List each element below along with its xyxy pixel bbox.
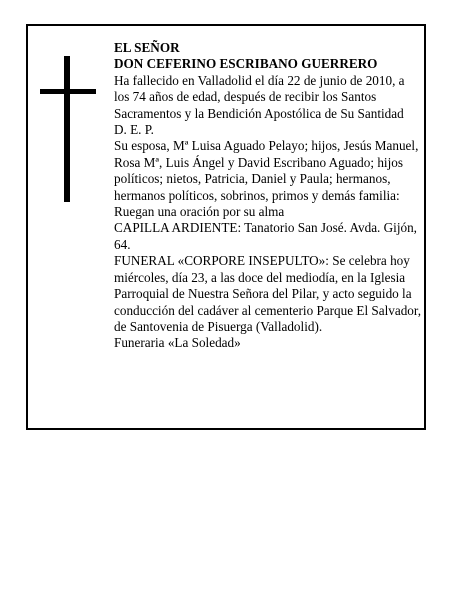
- chapel-info: CAPILLA ARDIENTE: Tanatorio San José. Avda. Gijón, 64.: [114, 220, 417, 252]
- cross-horizontal-bar: [40, 89, 96, 94]
- cross-vertical-bar: [64, 56, 70, 202]
- dep-line: D. E. P.: [114, 122, 154, 138]
- family-list: Su esposa, Mª Luisa Aguado Pelayo; hijos, Jesús Manuel, Rosa Mª, Luis Ángel y David Escribano Aguado; hijos políticos; nietos, Patricia, Daniel y Paula; hermanos, hermanos políticos, sobrinos, primos y demás familia:: [114, 138, 419, 203]
- notice-title: EL SEÑOR: [114, 40, 180, 55]
- funeral-info: FUNERAL «CORPORE INSEPULTO»: Se celebra hoy miércoles, día 23, a las doce del mediodía, en la Iglesia Parroquial de Nuestra Señora del Pilar, y acto seguido la conducción del cadáver al cementerio Parque El Salvador, de Santovenia de Pisuerga (Valladolid).: [114, 253, 422, 334]
- prayer-request: Ruegan una oración por su alma: [114, 204, 285, 220]
- notice-text: [114, 40, 422, 352]
- funeral-home: Funeraria «La Soledad»: [114, 335, 241, 351]
- deceased-name: DON CEFERINO ESCRIBANO GUERRERO: [114, 56, 378, 72]
- latin-cross-icon: [40, 56, 96, 202]
- obituary-notice: [26, 24, 426, 430]
- death-announcement: Ha fallecido en Valladolid el día 22 de junio de 2010, a los 74 años de edad, después de recibir los Santos Sacramentos y la Bendición Apostólica de Su Santidad: [114, 72, 405, 121]
